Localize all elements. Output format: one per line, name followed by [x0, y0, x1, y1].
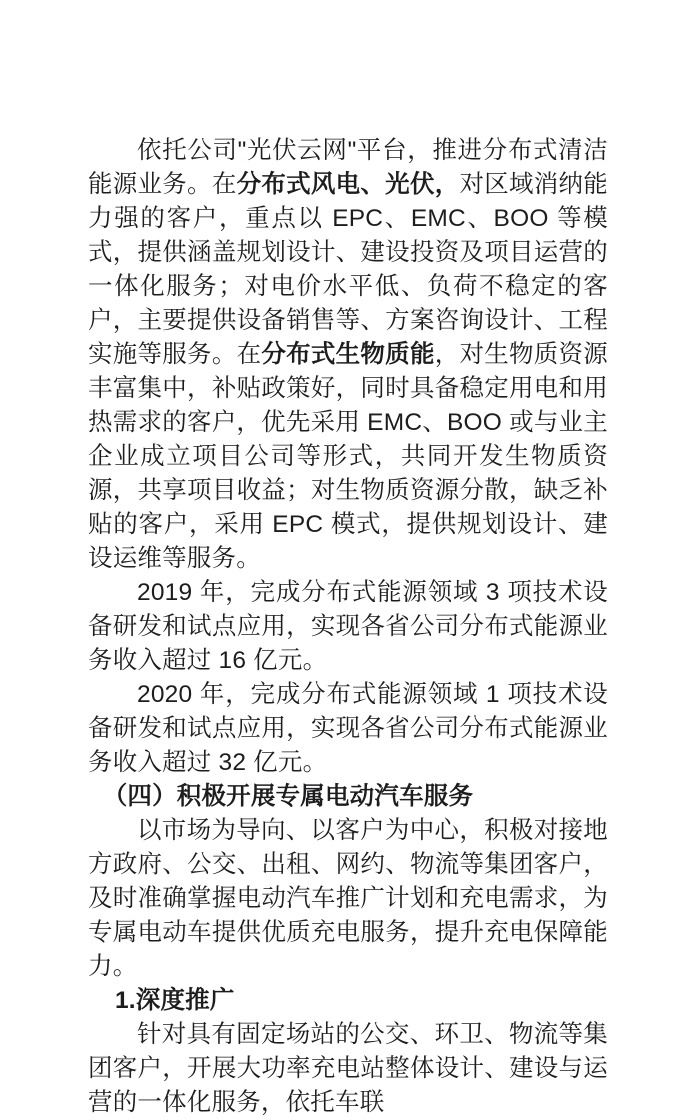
text-run: 对区域消纳能力强的客户，重点以 EPC、EMC、BOO 等模式，提供涵盖规划设计、建设投资及项目运营的一体化服务；对电价水平低、负荷不稳定的客户，主要提供设备销售等、方案咨询设计、工程实施等服务。在	[88, 171, 609, 368]
document-paragraph	[88, 1018, 608, 1120]
document-body	[88, 134, 608, 1120]
document-paragraph	[88, 134, 608, 576]
section-heading	[88, 780, 608, 814]
text-run: ，对生物质资源丰富集中，补贴政策好，同时具备稳定用电和用热需求的客户，优先采用 EMC、BOO 或与业主企业成立项目公司等形式，共同开发生物质资源，共享项目收益；对生物质资源分散，缺乏补贴的客户，采用 EPC 模式，提供规划设计、建设运维等服务。	[88, 341, 609, 572]
bold-text-run: （四）积极开展专属电动汽车服务	[102, 783, 474, 810]
sub-section-heading	[88, 984, 608, 1018]
text-run: 以市场为导向、以客户为中心，积极对接地方政府、公交、出租、网约、物流等集团客户，及时准确掌握电动汽车推广计划和充电需求，为专属电动车提供优质充电服务，提升充电保障能力。	[88, 817, 608, 980]
bold-text-run: 分布式风电、光伏，	[236, 171, 460, 198]
text-run: 2020 年，完成分布式能源领域 1 项技术设备研发和试点应用，实现各省公司分布式能源业务收入超过 32 亿元。	[88, 681, 608, 776]
document-paragraph	[88, 678, 608, 780]
document-paragraph	[88, 814, 608, 984]
bold-text-run: 分布式生物质能	[261, 341, 435, 368]
text-run: 针对具有固定场站的公交、环卫、物流等集团客户，开展大功率充电站整体设计、建设与运营的一体化服务，依托车联	[88, 1021, 608, 1116]
text-run: 2019 年，完成分布式能源领域 3 项技术设备研发和试点应用，实现各省公司分布式能源业务收入超过 16 亿元。	[88, 579, 608, 674]
document-paragraph	[88, 576, 608, 678]
text-run: 依托公司"光伏云网"平台，推进分布式清洁能源业务。在	[88, 137, 608, 198]
bold-text-run: 1.深度推广	[114, 987, 235, 1014]
